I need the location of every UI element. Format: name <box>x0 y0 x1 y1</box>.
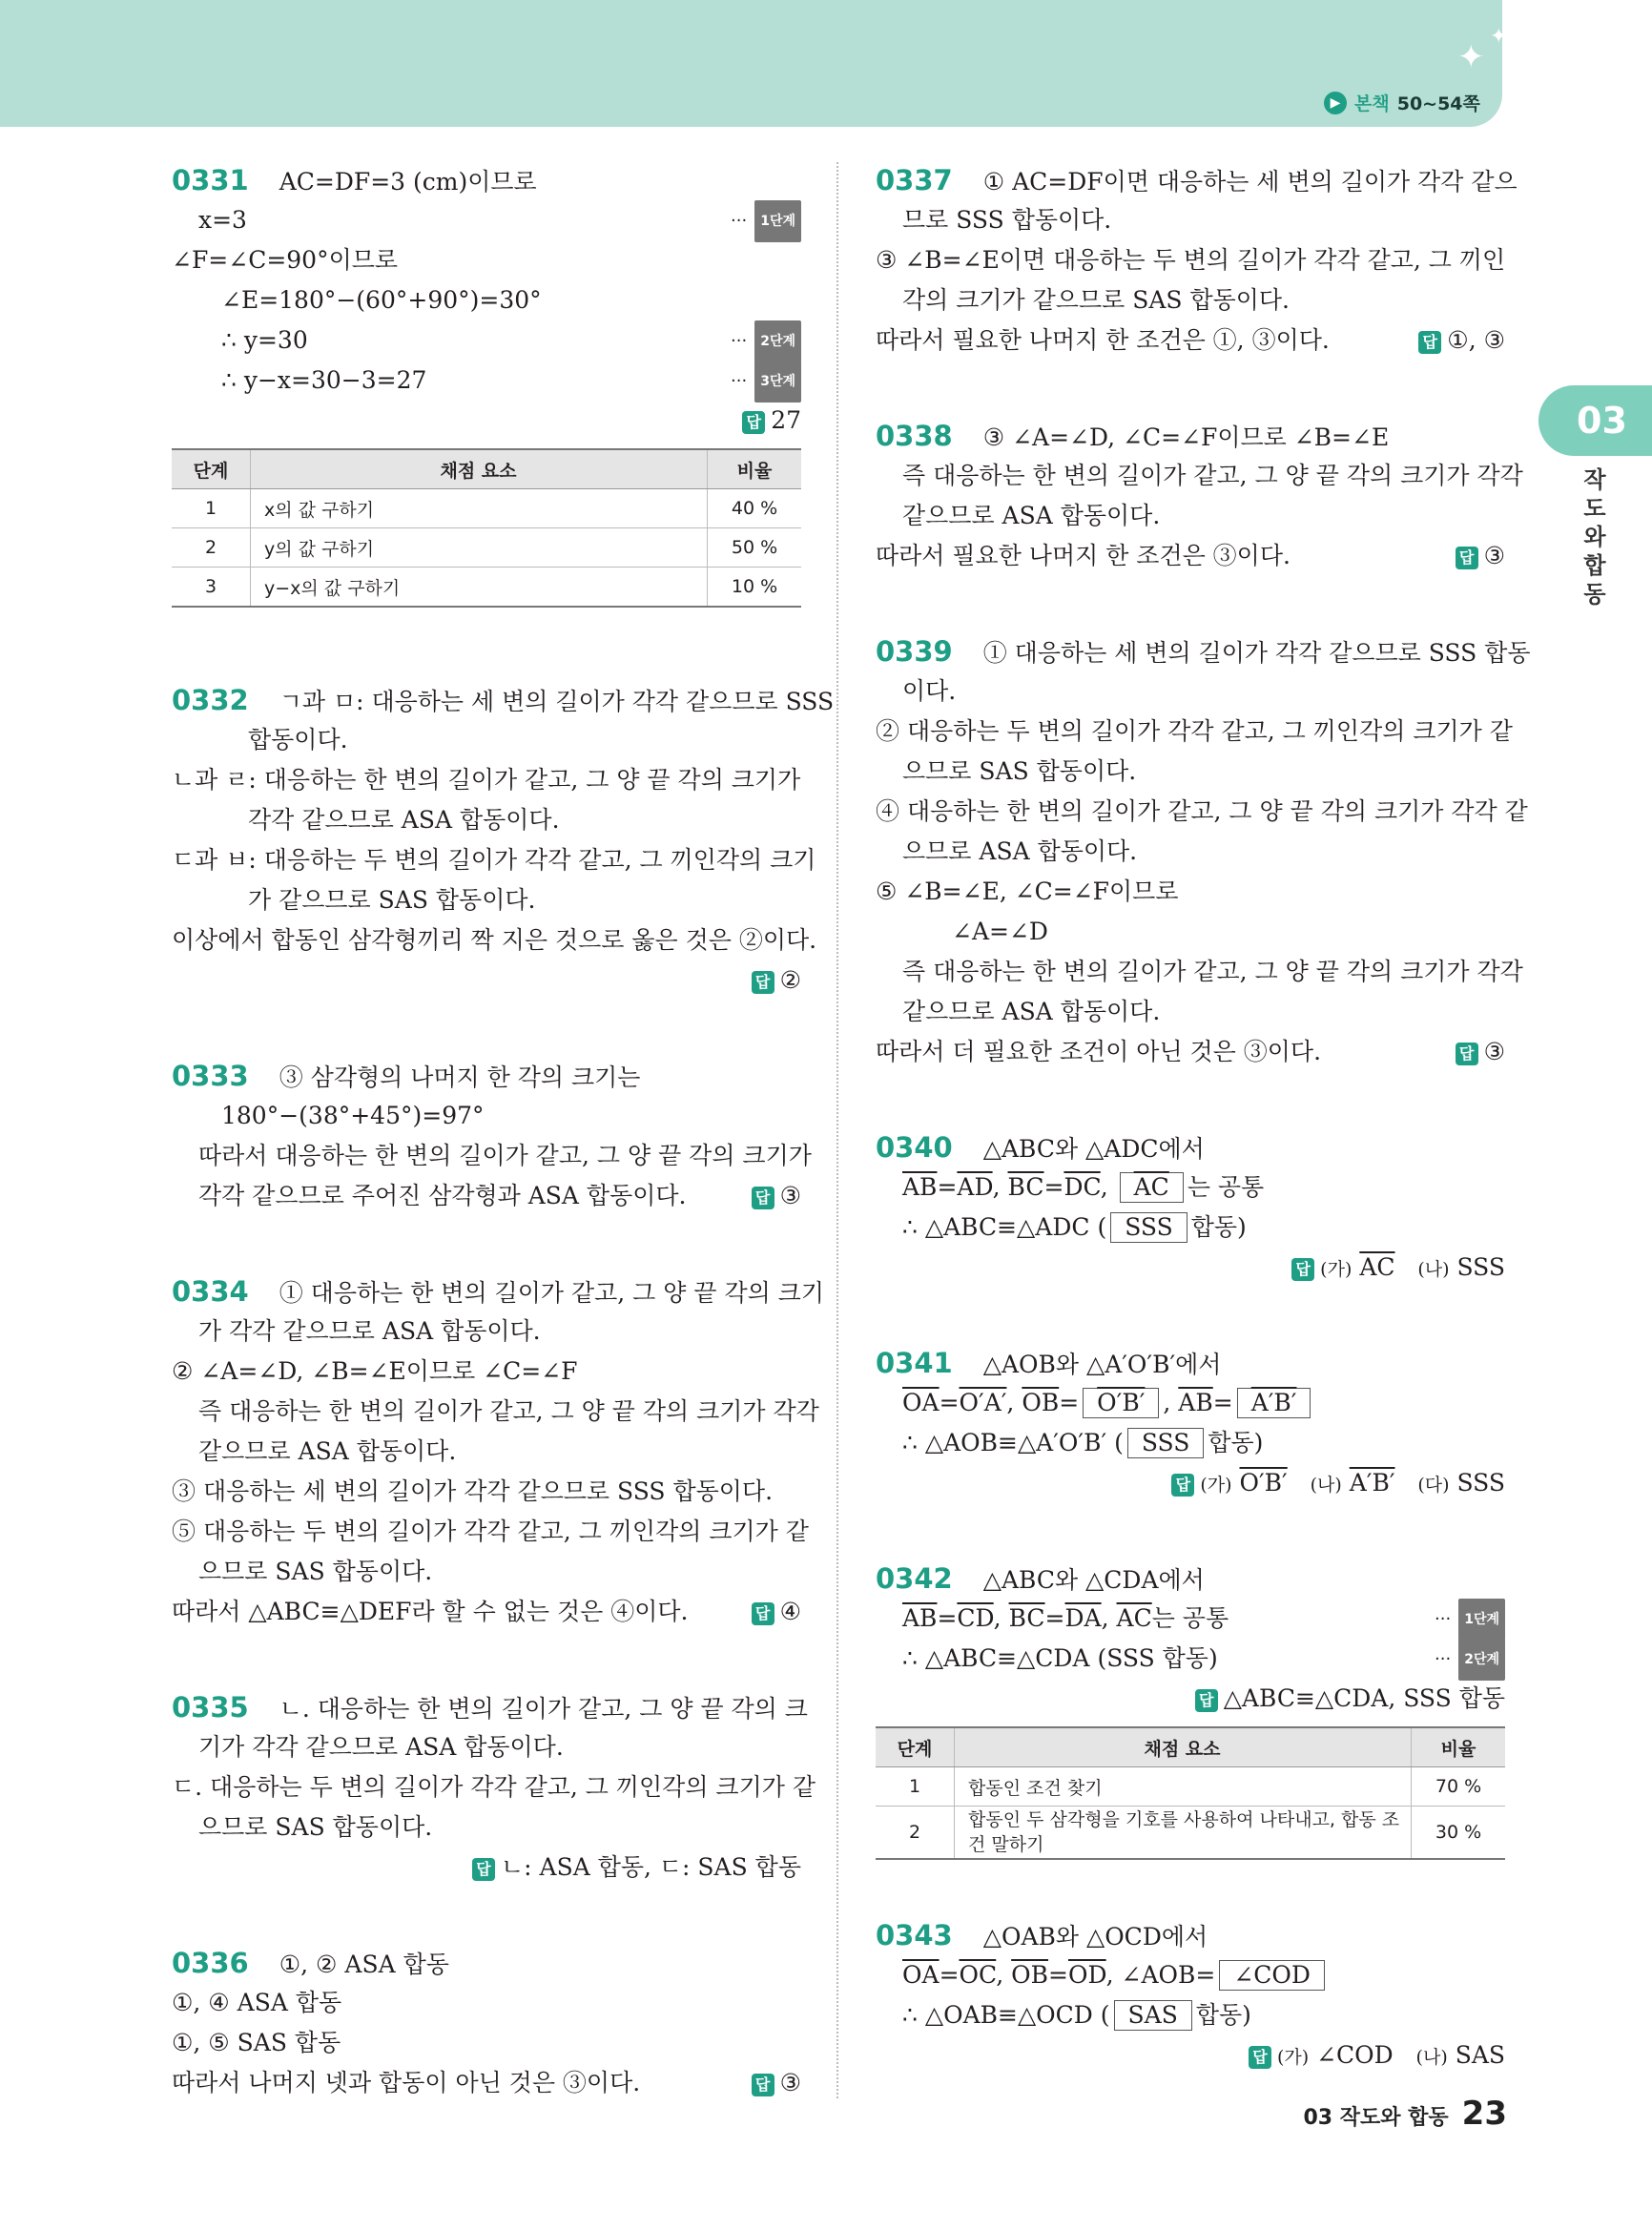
solution-line: x=3 <box>198 206 247 234</box>
solution-line: ∴ △ABC≡△CDA (SSS 합동) <box>902 1644 1218 1672</box>
step-marker: ··· 1단계 <box>1435 1599 1505 1641</box>
solution-line: ㄴ과 ㄹ: 대응하는 한 변의 길이가 같고, 그 양 끝 각의 크기가 <box>172 766 801 794</box>
solution-line: 따라서 필요한 나머지 한 조건은 ③이다. <box>876 542 1291 569</box>
problem-number: 0339 <box>876 635 953 668</box>
problem-0343 <box>876 1915 1505 2075</box>
solution-line: 기가 각각 같으므로 ASA 합동이다. <box>198 1733 564 1761</box>
blank-box: SAS <box>1114 2000 1192 2031</box>
table-row: 2 합동인 두 삼각형을 기호를 사용하여 나타내고, 합동 조건 말하기 30 % <box>876 1807 1505 1860</box>
page-number: 23 <box>1461 2095 1507 2133</box>
solution-line: 각의 크기가 같으므로 SAS 합동이다. <box>902 286 1290 314</box>
answer: 답 (가) ∠COD (나) SAS <box>876 2035 1505 2075</box>
solution-line: 즉 대응하는 한 변의 길이가 같고, 그 양 끝 각의 크기가 각각 <box>198 1397 819 1425</box>
solution-line: ⑤ 대응하는 두 변의 길이가 각각 같고, 그 끼인각의 크기가 같 <box>172 1518 809 1545</box>
chapter-tab-number: 03 <box>1577 400 1627 442</box>
scoring-table: 단계 채점 요소 비율 1 x의 값 구하기 40 % 2 y의 값 구하기 50 % 3 y−x의 값 구하기 10 % <box>172 448 801 608</box>
blank-box: SSS <box>1110 1212 1187 1243</box>
solution-line: $\overline{AB}=\overline{AD}$, $\overline{BC}=\overline{DC}$, $\overline{AC}$ 는 공통 <box>902 1173 1265 1201</box>
solution-line: 가 같으므로 SAS 합동이다. <box>248 886 536 914</box>
answer-mark: 답 <box>742 411 765 434</box>
problem-number: 0340 <box>876 1131 953 1164</box>
solution-line: ∠A=∠D <box>952 918 1048 945</box>
solution-line: 므로 SSS 합동이다. <box>902 206 1112 234</box>
answer: 답 27 <box>172 401 801 441</box>
solution-line: 따라서 나머지 넷과 합동이 아닌 것은 ③이다. <box>172 2069 641 2096</box>
header-band <box>0 0 1502 127</box>
solution-line: △OAB와 △OCD에서 <box>982 1923 1208 1951</box>
solution-line: 으므로 ASA 합동이다. <box>902 837 1138 865</box>
solution-line: ①, ④ ASA 합동 <box>172 1989 342 2016</box>
blank-box: O′B′ <box>1083 1388 1159 1418</box>
step-marker: ··· 2단계 <box>1435 1639 1505 1681</box>
solution-line: ② 대응하는 두 변의 길이가 각각 같고, 그 끼인각의 크기가 같 <box>876 717 1513 745</box>
solution-line: 각각 같으므로 주어진 삼각형과 ASA 합동이다. <box>198 1182 687 1209</box>
problem-0331 <box>172 160 801 608</box>
problem-0335 <box>172 1687 816 1888</box>
solution-line: △ABC와 △CDA에서 <box>982 1566 1205 1594</box>
ref-pages: 50~54쪽 <box>1396 93 1480 114</box>
solution-line: ∴ y=30 <box>221 326 308 354</box>
table-row: 1 x의 값 구하기 40 % <box>172 489 801 528</box>
problem-0336 <box>172 1943 801 2103</box>
problem-0332 <box>172 680 835 1001</box>
problem-number: 0333 <box>172 1060 249 1092</box>
solution-line: ∴ △OAB≡△OCD ( SAS 합동) <box>902 2001 1251 2029</box>
blank-box: ∠COD <box>1219 1960 1325 1991</box>
answer: 답 ③ <box>752 2063 801 2103</box>
solution-line: $\overline{OA}=\overline{OC}$, $\overline{OB}=\overline{OD}$, ∠AOB= ∠COD <box>876 1955 1505 1995</box>
problem-number: 0337 <box>876 164 953 196</box>
textbook-reference <box>1324 90 1480 115</box>
answer: 답 ④ <box>752 1592 801 1632</box>
solution-line: ① 대응하는 한 변의 길이가 같고, 그 양 끝 각의 크기 <box>279 1279 824 1307</box>
solution-line: ③ ∠A=∠D, ∠C=∠F이므로 ∠B=∠E <box>982 423 1390 451</box>
solution-line: ㄷ. 대응하는 두 변의 길이가 각각 같고, 그 끼인각의 크기가 같 <box>172 1773 816 1801</box>
solution-line: ① AC=DF이면 대응하는 세 변의 길이가 각각 같으 <box>982 168 1518 196</box>
step-marker: ··· 1단계 <box>731 200 801 242</box>
table-row: 1 합동인 조건 찾기 70 % <box>876 1767 1505 1807</box>
footer-chapter: 03 작도와 합동 <box>1303 2106 1449 2130</box>
problem-number: 0343 <box>876 1919 953 1951</box>
solution-line: 즉 대응하는 한 변의 길이가 같고, 그 양 끝 각의 크기가 각각 <box>902 462 1523 489</box>
solution-line: △AOB와 △A′O′B′에서 <box>982 1351 1222 1378</box>
solution-line: AC=DF=3 (cm)이므로 <box>279 168 537 196</box>
table-row: 2 y의 값 구하기 50 % <box>172 528 801 568</box>
blank-box: SSS <box>1127 1428 1205 1458</box>
column-divider <box>836 162 838 2098</box>
solution-line: 으므로 SAS 합동이다. <box>198 1813 433 1841</box>
problem-number: 0342 <box>876 1562 953 1595</box>
answer: 답 (가) O′B′ (나) A′B′ (다) SSS <box>876 1463 1505 1503</box>
solution-line: $\overline{AB}=\overline{CD}$, $\overline{BC}=\overline{DA}$, $\overline{AC}$는 공통 ··· 1단계 <box>876 1599 1505 1639</box>
problem-0338 <box>876 416 1523 576</box>
left-column <box>172 160 835 2103</box>
solution-line: ∴ △AOB≡△A′O′B′ ( SSS 합동) <box>902 1429 1264 1456</box>
solution-line: ④ 대응하는 한 변의 길이가 같고, 그 양 끝 각의 크기가 각각 같 <box>876 797 1528 825</box>
chapter-tab <box>1538 385 1652 456</box>
scoring-table: 단계 채점 요소 비율 1 합동인 조건 찾기 70 % 2 합동인 두 삼각형을 기호를 사용하여 나타내고, 합동 조건 말하기 30 % <box>876 1726 1505 1860</box>
problem-0339 <box>876 631 1531 1072</box>
solution-line: 같으므로 ASA 합동이다. <box>902 998 1161 1025</box>
solution-line: 으므로 SAS 합동이다. <box>902 757 1137 785</box>
solution-line: 따라서 필요한 나머지 한 조건은 ①, ③이다. <box>876 326 1330 354</box>
answer: 답 ③ <box>1456 536 1505 576</box>
solution-line: 각각 같으므로 ASA 합동이다. <box>248 806 560 834</box>
solution-line: ∴ y−x=30−3=27 <box>221 366 427 394</box>
solution-line: ∠E=180°−(60°+90°)=30° <box>221 286 542 314</box>
problem-0342 <box>876 1559 1505 1860</box>
problem-number: 0332 <box>172 684 249 716</box>
solution-line: ㄱ과 ㅁ: 대응하는 세 변의 길이가 각각 같으므로 SSS <box>279 688 835 715</box>
solution-line: ∠F=∠C=90°이므로 <box>172 246 399 274</box>
solution-line: ② ∠A=∠D, ∠B=∠E이므로 ∠C=∠F <box>172 1357 578 1385</box>
solution-line: 같으므로 ASA 합동이다. <box>902 502 1161 529</box>
answer: 답 △ABC≡△CDA, SSS 합동 <box>876 1679 1505 1719</box>
solution-line: ①, ⑤ SAS 합동 <box>172 2029 341 2056</box>
right-column <box>876 160 1531 2075</box>
solution-line: 가 각각 같으므로 ASA 합동이다. <box>198 1317 541 1345</box>
solution-line: ⑤ ∠B=∠E, ∠C=∠F이므로 <box>876 878 1179 905</box>
table-row: 3 y−x의 값 구하기 10 % <box>172 568 801 608</box>
answer: 답 ③ <box>1456 1032 1505 1072</box>
blank-box: A′B′ <box>1237 1388 1311 1418</box>
problem-number: 0331 <box>172 164 249 196</box>
solution-line: 같으므로 ASA 합동이다. <box>198 1437 457 1465</box>
problem-0333 <box>172 1056 812 1216</box>
chapter-tab-title: 작도와 합동 <box>1583 466 1606 608</box>
answer: 답 ①, ③ <box>1418 320 1505 361</box>
solution-line: 합동이다. <box>248 726 348 754</box>
solution-line: ③ 대응하는 세 변의 길이가 각각 같으므로 SSS 합동이다. <box>172 1477 774 1505</box>
solution-line: 따라서 더 필요한 조건이 아닌 것은 ③이다. <box>876 1038 1322 1065</box>
solution-line: ① 대응하는 세 변의 길이가 각각 같으므로 SSS 합동 <box>982 639 1531 667</box>
solution-line: △ABC와 △ADC에서 <box>982 1135 1205 1163</box>
solution-line: 따라서 대응하는 한 변의 길이가 같고, 그 양 끝 각의 크기가 <box>198 1142 812 1169</box>
problem-0341 <box>876 1343 1505 1503</box>
arrow-right-icon: ▶ <box>1324 92 1347 114</box>
problem-number: 0334 <box>172 1275 249 1308</box>
solution-line: 으므로 SAS 합동이다. <box>198 1558 433 1585</box>
solution-line: 따라서 △ABC≡△DEF라 할 수 없는 것은 ④이다. <box>172 1598 689 1625</box>
answer: 답 ㄴ: ASA 합동, ㄷ: SAS 합동 <box>172 1848 801 1888</box>
step-marker: ··· 2단계 <box>731 320 801 362</box>
solution-line: 180°−(38°+45°)=97° <box>221 1102 485 1129</box>
solution-line: 이상에서 합동인 삼각형끼리 짝 지은 것으로 옳은 것은 ②이다. <box>172 926 817 954</box>
solution-line: 이다. <box>902 677 957 705</box>
answer: 답 ② <box>172 960 801 1001</box>
solution-line: ∴ △ABC≡△ADC ( SSS 합동) <box>902 1213 1247 1241</box>
solution-line: ①, ② ASA 합동 <box>279 1951 449 1978</box>
problem-number: 0335 <box>172 1691 249 1724</box>
problem-0337 <box>876 160 1518 361</box>
ref-label: 본책 <box>1354 93 1390 114</box>
problem-0340 <box>876 1127 1505 1288</box>
page-footer <box>1303 2095 1507 2133</box>
answer: 답 ③ <box>752 1176 801 1216</box>
sparkle-small-icon: ✦ <box>1490 25 1508 49</box>
problem-number: 0341 <box>876 1347 953 1379</box>
solution-line: ③ ∠B=∠E이면 대응하는 두 변의 길이가 각각 같고, 그 끼인 <box>876 246 1506 274</box>
problem-0334 <box>172 1271 824 1632</box>
solution-line: 즉 대응하는 한 변의 길이가 같고, 그 양 끝 각의 크기가 각각 <box>902 958 1523 985</box>
problem-number: 0336 <box>172 1947 249 1979</box>
problem-number: 0338 <box>876 420 953 452</box>
solution-line: ③ 삼각형의 나머지 한 각의 크기는 <box>279 1063 641 1091</box>
step-marker: ··· 3단계 <box>731 361 801 403</box>
sparkle-icon: ✦ <box>1457 38 1485 76</box>
blank-box: $\overline{AC}$ <box>1120 1172 1184 1203</box>
solution-line: $\overline{OA}=O'A'$, $\overline{OB}= O'B'$ , $\overline{AB}= A'B'$ <box>876 1383 1505 1423</box>
answer: 답 (가) $\overline{AC}$ (나) SSS <box>876 1248 1505 1288</box>
solution-line: ㄴ. 대응하는 한 변의 길이가 같고, 그 양 끝 각의 크 <box>279 1695 808 1723</box>
solution-line: ㄷ과 ㅂ: 대응하는 두 변의 길이가 각각 같고, 그 끼인각의 크기 <box>172 846 816 874</box>
